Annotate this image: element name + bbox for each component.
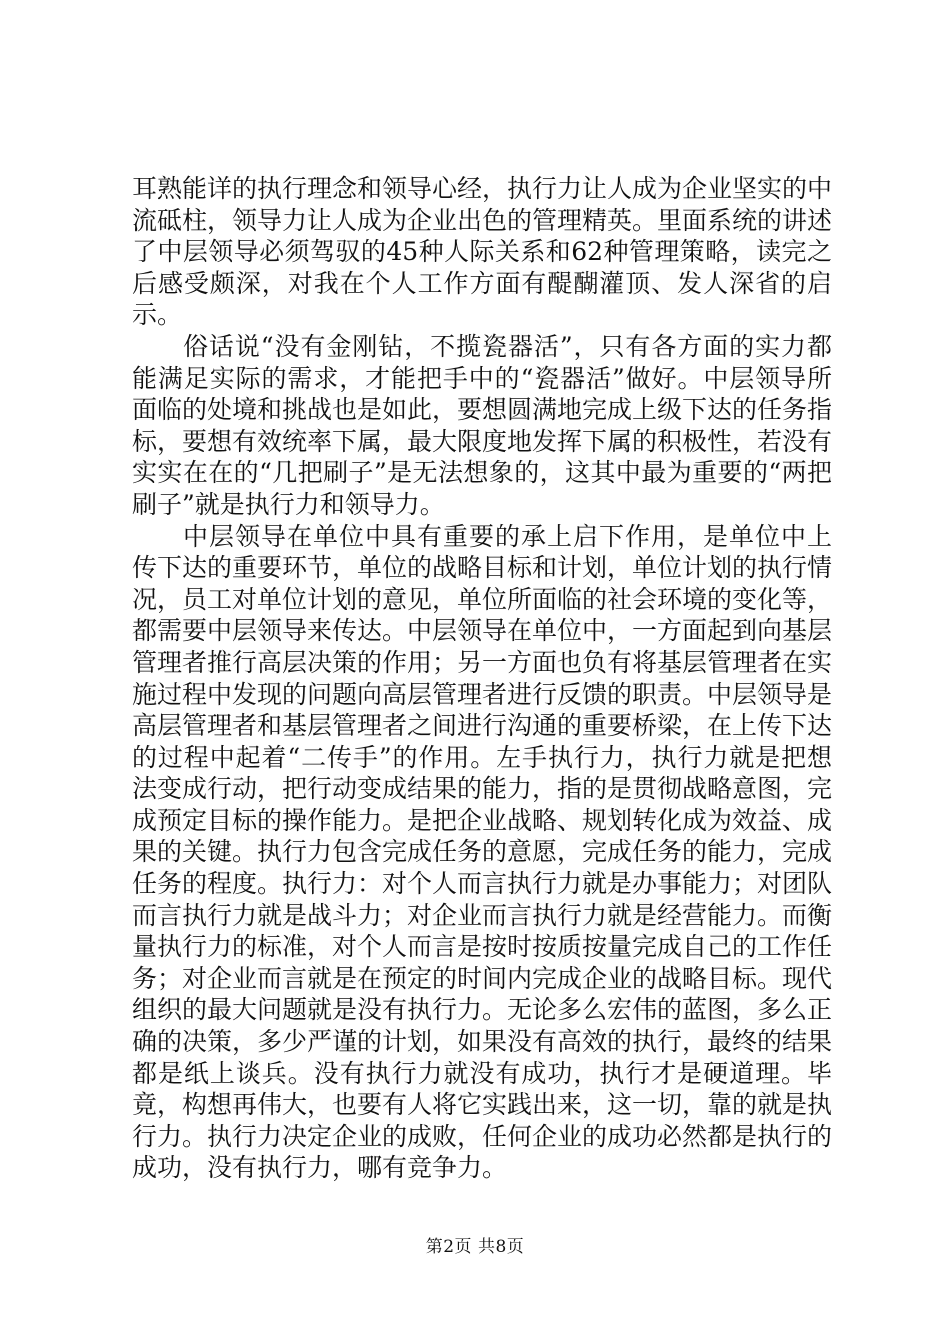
page-number-footer: 第2页 共8页 [425, 1237, 525, 1257]
paragraph-2: 俗话说“没有金刚钻，不揽瓷器活”，只有各方面的实力都能满足实际的需求，才能把手中的“瓷器活”做好。中层领导所面临的处境和挑战也是如此，要想圆满地完成上级下达的任务指标，要想有效统率下属，最大限度地发挥下属的积极性，若没有实实在在的“几把刷子”是无法想象的，这其中最为重要的“两把刷子”就是执行力和领导力。 [132, 331, 833, 519]
body-text [132, 173, 832, 1184]
paragraph-3: 中层领导在单位中具有重要的承上启下作用，是单位中上传下达的重要环节，单位的战略目标和计划，单位计划的执行情况，员工对单位计划的意见，单位所面临的社会环境的变化等，都需要中层领导来传达。中层领导在单位中，一方面起到向基层管理者推行高层决策的作用；另一方面也负有将基层管理者在实施过程中发现的问题向高层管理者进行反馈的职责。中层领导是高层管理者和基层管理者之间进行沟通的重要桥梁，在上传下达的过程中起着“二传手”的作用。左手执行力，执行力就是把想法变成行动，把行动变成结果的能力，指的是贯彻战略意图，完成预定目标的操作能力。是把企业战略、规划转化成为效益、成果的关键。执行力包含完成任务的意愿，完成任务的能力，完成任务的程度。执行力：对个人而言执行力就是办事能力；对团队而言执行力就是战斗力；对企业而言执行力就是经营能力。而衡量执行力的标准，对个人而言是按时按质按量完成自己的工作任务；对企业而言就是在预定的时间内完成企业的战略目标。现代组织的最大问题就是没有执行力。无论多么宏伟的蓝图，多么正确的决策，多少严谨的计划，如果没有高效的执行，最终的结果都是纸上谈兵。没有执行力就没有成功，执行才是硬道理。毕竟，构想再伟大，也要有人将它实践出来，这一切，靠的就是执行力。执行力决定企业的成败，任何企业的成功必然都是执行的成功，没有执行力，哪有竞争力。 [132, 521, 833, 1183]
paragraph-1: 耳熟能详的执行理念和领导心经，执行力让人成为企业坚实的中流砥柱，领导力让人成为企业出色的管理精英。里面系统的讲述了中层领导必须驾驭的45种人际关系和62种管理策略，读完之后感受颇深，对我在个人工作方面有醍醐灌顶、发人深省的启示。 [132, 174, 833, 330]
